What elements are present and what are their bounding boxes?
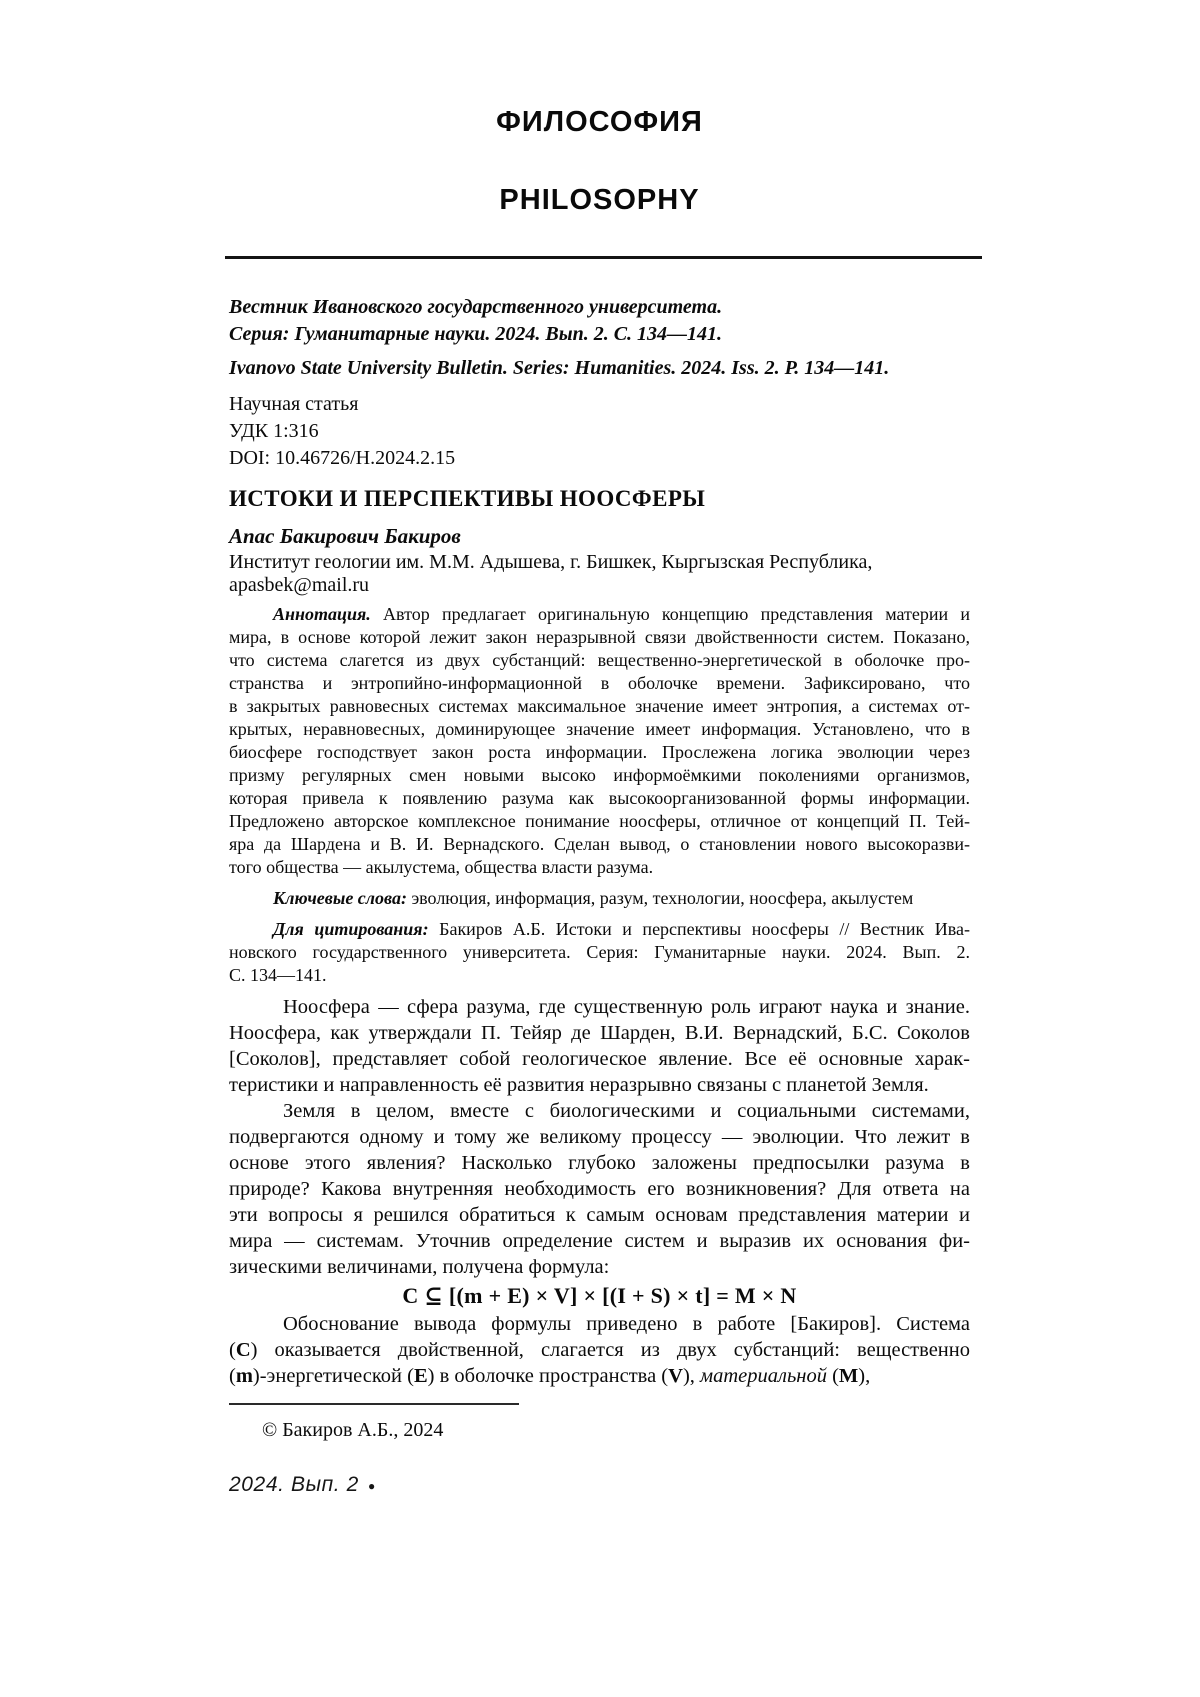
citation-paragraph	[229, 918, 970, 987]
abstract-paragraph	[229, 603, 970, 879]
section-title-ru-text: ФИЛОСОФИЯ	[496, 106, 703, 138]
body-paragraph-3	[229, 1311, 970, 1389]
body-paragraph-2	[229, 1098, 970, 1280]
body-line: Ноосфера — сфера разума, где существенную роль играют наука и знание.	[283, 996, 970, 1018]
abstract-line: крытых, неравновесных, доминирующее значение имеет информация. Установлено, что в	[229, 719, 970, 739]
copyright-line: © Бакиров А.Б., 2024	[262, 1419, 444, 1441]
body-paragraph-1	[229, 994, 970, 1098]
citation-line: новского государственного университета. Серия: Гуманитарные науки. 2024. Вып. 2.	[229, 942, 970, 962]
keywords-line: Ключевые слова: эволюция, информация, разум, технологии, ноосфера, акылустем	[273, 888, 914, 908]
author-affiliation: Институт геологии им. М.М. Адышева, г. Бишкек, Кыргызская Республика,	[229, 551, 873, 573]
system-formula: C ⊆ [(m + E) × V] × [(I + S) × t] = M × N	[402, 1283, 797, 1308]
doi-label: DOI: 10.46726/H.2024.2.15	[229, 447, 456, 469]
footer-bullet-icon: ●	[367, 1479, 376, 1493]
body-line: эти вопросы я решился обратиться к самым основам представления материи и	[229, 1204, 970, 1226]
body-line: Ноосфера, как утверждали П. Тейяр де Шарден, В.И. Вернадский, Б.С. Соколов	[229, 1022, 970, 1044]
abstract-line: в закрытых равновесных системах максимальное значение имеет энтропия, а системах от-	[229, 696, 970, 716]
body-line: мира — системам. Уточнив определение систем и выразив их основания фи-	[229, 1230, 970, 1252]
abstract-line: что система слагется из двух субстанций: вещественно-энергетической в оболочке про-	[229, 650, 970, 670]
body-line: теристики и направленность её развития неразрывно связаны с планетой Земля.	[229, 1074, 929, 1096]
abstract-line: призму регулярных смен новыми высоко информоёмкими поколениями организмов,	[229, 765, 970, 785]
article-meta-block	[229, 391, 970, 472]
abstract-line: Предложено авторское комплексное понимание ноосферы, отличное от концепций П. Тей-	[229, 811, 970, 831]
body-line: основе этого явления? Насколько глубоко заложены предпосылки разума в	[229, 1152, 970, 1174]
footer-issue-label: 2024. Вып. 2	[229, 1473, 359, 1496]
body-line: подвергаются одному и тому же великому процессу — эволюции. Что лежит в	[229, 1126, 970, 1148]
abstract-line: которая привела к появлению разума как высокоорганизованной формы информации.	[229, 788, 970, 808]
body-line: Земля в целом, вместе с биологическими и социальными системами,	[283, 1100, 970, 1122]
section-title-en-text: PHILOSOPHY	[499, 184, 700, 216]
body-line: (m)-энергетической (E) в оболочке пространства (V), материальной (M),	[229, 1365, 871, 1387]
author-name: Апас Бакирович Бакиров	[229, 524, 461, 548]
journal-reference-block	[229, 294, 970, 382]
section-title-en	[229, 184, 970, 216]
abstract-line: биосфере господствует закон роста информации. Прослежена логика эволюции через	[229, 742, 970, 762]
abstract-line: мира, в основе которой лежит закон неразрывной связи двойственности систем. Показано,	[229, 627, 970, 647]
article-type-label: Научная статья	[229, 393, 359, 415]
header-divider	[225, 256, 982, 259]
body-line: Обоснование вывода формулы приведено в работе [Бакиров]. Система	[283, 1313, 970, 1335]
citation-line: Для цитирования: Бакиров А.Б. Истоки и перспективы ноосферы // Вестник Ива-	[273, 919, 971, 939]
section-title-ru	[229, 0, 970, 138]
body-line: (C) оказывается двойственной, слагается из двух субстанций: вещественно	[229, 1339, 970, 1361]
author-affiliation-block	[229, 551, 970, 597]
citation-line: С. 134—141.	[229, 965, 327, 985]
body-line: зическими величинами, получена формула:	[229, 1256, 610, 1278]
footnote-divider	[229, 1403, 519, 1405]
journal-ref-ru-line1: Вестник Ивановского государственного университета.	[229, 296, 723, 318]
page-footer	[229, 1473, 970, 1498]
abstract-line: того общества — акылустема, общества власти разума.	[229, 857, 654, 877]
abstract-line: яра да Шардена и В. И. Вернадского. Сделан вывод, о становлении нового высокоразви-	[229, 834, 970, 854]
body-line: [Соколов], представляет собой геологическое явление. Все её основные харак-	[229, 1048, 970, 1070]
body-line: природе? Какова внутренняя необходимость его возникновения? Для ответа на	[229, 1178, 970, 1200]
journal-ref-en: Ivanovo State University Bulletin. Series: Humanities. 2024. Iss. 2. P. 134—141.	[229, 357, 890, 379]
journal-ref-ru-line2: Серия: Гуманитарные науки. 2024. Вып. 2. С. 134—141.	[229, 323, 723, 345]
udc-label: УДК 1:316	[229, 420, 319, 442]
abstract-line: Аннотация. Автор предлагает оригинальную концепцию представления материи и	[273, 604, 970, 624]
abstract-line: странства и энтропийно-информационной в оболочке времени. Зафиксировано, что	[229, 673, 970, 693]
article-title: ИСТОКИ И ПЕРСПЕКТИВЫ НООСФЕРЫ	[229, 486, 706, 511]
author-email: apasbek@mail.ru	[229, 574, 370, 596]
